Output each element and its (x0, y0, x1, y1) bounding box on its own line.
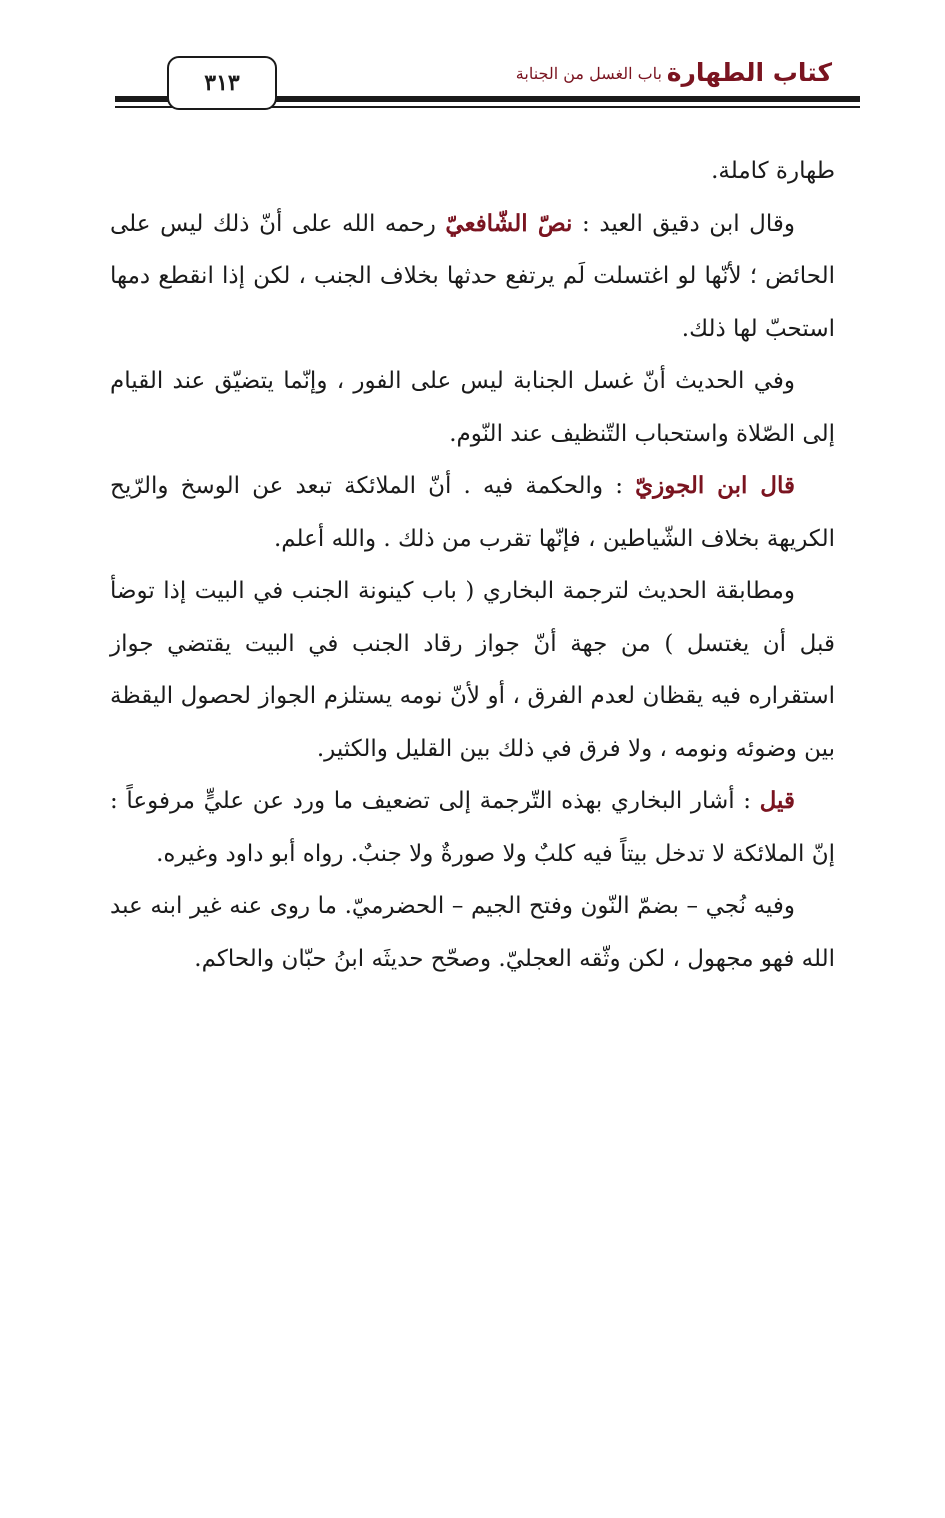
scholar-name: قيل (759, 787, 795, 814)
text-segment: وقال ابن دقيق العيد : (572, 210, 795, 237)
text-segment: : والحكمة فيه . أنّ الملائكة تبعد عن الوسخ والرّيح الكريهة بخلاف الشّياطين ، فإنّها تقرب من ذلك . والله أعلم. (110, 473, 835, 552)
chapter-title: باب الغسل من الجنابة (515, 64, 662, 83)
text-segment: ومطابقة الحديث لترجمة البخاري ( باب كينونة الجنب في البيت إذا توضأ قبل أن يغتسل ) من جهة أنّ جواز رقاد الجنب في البيت يقتضي جواز استقراره فيه يقظان لعدم الفرق ، أو لأنّ نومه يستلزم الجواز لحصول اليقظة بين وضوئه ونومه ، ولا فرق في ذلك بين القليل والكثير. (110, 578, 835, 762)
text-segment: وفي الحديث أنّ غسل الجنابة ليس على الفور ، وإنّما يتضيّق عند القيام إلى الصّلاة واستحباب التّنظيف عند النّوم. (110, 368, 835, 447)
text-segment: رحمه الله على أنّ ذلك ليس على الحائض ؛ لأنّها لو اغتسلت لَم يرتفع حدثها بخلاف الجنب ، لكن إذا انقطع دمها استحبّ لها ذلك. (110, 210, 835, 342)
text-segment: : أشار البخاري بهذه التّرجمة إلى تضعيف ما ورد عن عليٍّ مرفوعاً : إنّ الملائكة لا تدخل بيتاً فيه كلبٌ ولا صورةٌ ولا جنبٌ. رواه أبو داود وغيره. (110, 788, 835, 867)
paragraph (110, 775, 835, 880)
paragraph (110, 198, 835, 356)
page-body (110, 145, 835, 985)
paragraph (110, 460, 835, 565)
paragraph (110, 565, 835, 775)
paragraph (110, 880, 835, 985)
paragraph (110, 355, 835, 460)
page-header (115, 52, 860, 112)
page-number-box (167, 56, 277, 110)
scholar-name: قال ابن الجوزيّ (635, 472, 795, 499)
text-segment: طهارة كاملة. (711, 158, 835, 184)
book-title: كتاب الطهارة (666, 58, 832, 87)
page-number: ٣١٣ (204, 70, 240, 96)
text-segment: وفيه نُجي – بضمّ النّون وفتح الجيم – الحضرميّ. ما روى عنه غير ابنه عبد الله فهو مجهول ، لكن وثّقه العجليّ. وصحّح حديثَه ابنُ حبّان والحاكم. (110, 893, 835, 972)
paragraph (110, 145, 835, 198)
scholar-name: نصّ الشّافعيّ (445, 209, 573, 237)
